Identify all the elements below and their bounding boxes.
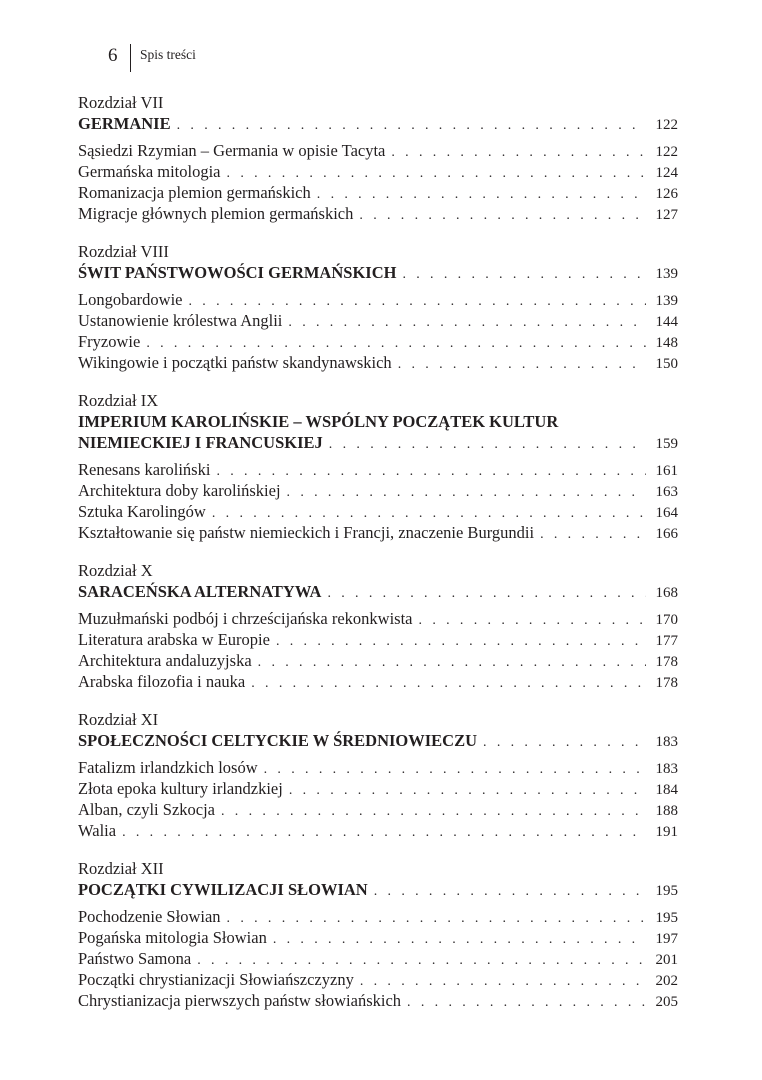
chapter-title-line: IMPERIUM KAROLIŃSKIE – WSPÓLNY POCZĄTEK KULTUR [78, 412, 559, 431]
chapter-page-number: 122 [655, 117, 678, 133]
dot-leader [216, 461, 646, 482]
dot-leader [398, 354, 646, 375]
entry-title: Walia [78, 821, 117, 840]
toc-entry[interactable] [78, 140, 678, 161]
entry-page-number: 122 [655, 144, 678, 160]
entry-page-number: 163 [655, 484, 678, 500]
chapter-section [78, 859, 678, 1011]
entry-title: Architektura andaluzyjska [78, 651, 252, 670]
dot-leader [360, 971, 646, 992]
entry-title: Longobardowie [78, 290, 183, 309]
dot-leader [359, 205, 646, 226]
dot-leader [264, 759, 646, 780]
entry-page-number: 150 [655, 356, 678, 372]
dot-leader [287, 482, 646, 503]
toc-entry[interactable] [78, 906, 678, 927]
entry-title: Sztuka Karolingów [78, 502, 206, 521]
chapter-title-entry[interactable] [78, 262, 678, 283]
dot-leader [317, 184, 646, 205]
dot-leader [258, 652, 646, 673]
toc-entry[interactable] [78, 629, 678, 650]
subsection-list [78, 289, 678, 373]
toc-entry[interactable] [78, 480, 678, 501]
toc-entry[interactable] [78, 289, 678, 310]
dot-leader [122, 822, 646, 843]
toc-entry[interactable] [78, 352, 678, 373]
dot-leader [177, 115, 646, 136]
dot-leader [227, 163, 646, 184]
header-divider [130, 44, 131, 72]
toc-entry[interactable] [78, 608, 678, 629]
chapter-title-entry[interactable] [78, 879, 678, 900]
entry-title: Muzułmański podbój i chrześcijańska rekonkwista [78, 609, 413, 628]
page-number: 6 [108, 45, 118, 66]
dot-leader [146, 333, 646, 354]
entry-title: Państwo Samona [78, 949, 192, 968]
entry-page-number: 139 [655, 293, 678, 309]
entry-page-number: 127 [655, 207, 678, 223]
entry-page-number: 201 [655, 952, 678, 968]
entry-page-number: 170 [655, 612, 678, 628]
entry-page-number: 191 [655, 824, 678, 840]
chapter-title: SPOŁECZNOŚCI CELTYCKIE W ŚREDNIOWIECZU [78, 731, 478, 750]
entry-page-number: 126 [655, 186, 678, 202]
toc-entry[interactable] [78, 969, 678, 990]
toc-entry[interactable] [78, 459, 678, 480]
dot-leader [391, 142, 646, 163]
entry-page-number: 195 [655, 910, 678, 926]
entry-title: Architektura doby karolińskiej [78, 481, 281, 500]
dot-leader [374, 881, 646, 902]
entry-title: Ustanowienie królestwa Anglii [78, 311, 283, 330]
chapter-page-number: 159 [655, 436, 678, 452]
chapter-section [78, 391, 678, 543]
dot-leader [227, 908, 646, 929]
toc-entry[interactable] [78, 650, 678, 671]
entry-page-number: 202 [655, 973, 678, 989]
subsection-list [78, 906, 678, 1011]
running-title: Spis treści [140, 47, 196, 62]
toc-entry[interactable] [78, 990, 678, 1011]
toc-entry[interactable] [78, 927, 678, 948]
dot-leader [276, 631, 646, 652]
toc-entry[interactable] [78, 501, 678, 522]
toc-entry[interactable] [78, 331, 678, 352]
entry-title: Pochodzenie Słowian [78, 907, 221, 926]
dot-leader [540, 524, 646, 545]
chapter-title: SARACEŃSKA ALTERNATYWA [78, 582, 322, 601]
dot-leader [329, 434, 646, 455]
entry-title: Romanizacja plemion germańskich [78, 183, 311, 202]
toc-entry[interactable] [78, 799, 678, 820]
chapter-title-entry[interactable] [78, 581, 678, 602]
chapter-title-entry[interactable] [78, 730, 678, 751]
dot-leader [221, 801, 646, 822]
dot-leader [188, 291, 646, 312]
toc-entry[interactable] [78, 522, 678, 543]
chapter-label: Rozdział XI [78, 710, 159, 729]
chapter-label: Rozdział VIII [78, 242, 169, 261]
dot-leader [407, 992, 646, 1013]
dot-leader [197, 950, 646, 971]
toc-entry[interactable] [78, 948, 678, 969]
entry-page-number: 178 [655, 675, 678, 691]
entry-page-number: 166 [655, 526, 678, 542]
entry-page-number: 177 [655, 633, 678, 649]
entry-page-number: 164 [655, 505, 678, 521]
dot-leader [251, 673, 646, 694]
chapter-label: Rozdział X [78, 561, 153, 580]
subsection-list [78, 608, 678, 692]
chapter-section [78, 242, 678, 373]
chapter-page-number: 139 [655, 266, 678, 282]
chapter-label: Rozdział XII [78, 859, 164, 878]
entry-page-number: 188 [655, 803, 678, 819]
chapter-page-number: 195 [655, 883, 678, 899]
toc-entry[interactable] [78, 310, 678, 331]
subsection-list [78, 757, 678, 841]
entry-title: Migracje głównych plemion germańskich [78, 204, 354, 223]
entry-page-number: 124 [655, 165, 678, 181]
toc-entry[interactable] [78, 778, 678, 799]
entry-page-number: 148 [655, 335, 678, 351]
entry-page-number: 161 [655, 463, 678, 479]
dot-leader [212, 503, 646, 524]
entry-title: Literatura arabska w Europie [78, 630, 270, 649]
toc-entry[interactable] [78, 203, 678, 224]
entry-title: Sąsiedzi Rzymian – Germania w opisie Tacyta [78, 141, 386, 160]
chapter-section [78, 710, 678, 841]
entry-page-number: 144 [655, 314, 678, 330]
dot-leader [483, 732, 646, 753]
entry-title: Pogańska mitologia Słowian [78, 928, 267, 947]
subsection-list [78, 140, 678, 224]
chapter-label: Rozdział IX [78, 391, 159, 410]
entry-title: Złota epoka kultury irlandzkiej [78, 779, 283, 798]
entry-title: Germańska mitologia [78, 162, 221, 181]
chapter-title: POCZĄTKI CYWILIZACJI SŁOWIAN [78, 880, 368, 899]
entry-title: Fatalizm irlandzkich losów [78, 758, 258, 777]
dot-leader [402, 264, 646, 285]
chapter-section [78, 561, 678, 692]
chapter-title-entry[interactable] [78, 432, 678, 453]
chapter-title: GERMANIE [78, 114, 171, 133]
chapter-page-number: 183 [655, 734, 678, 750]
toc-entry[interactable] [78, 161, 678, 182]
entry-page-number: 205 [655, 994, 678, 1010]
chapter-title: NIEMIECKIEJ I FRANCUSKIEJ [78, 433, 323, 452]
entry-page-number: 178 [655, 654, 678, 670]
entry-title: Kształtowanie się państw niemieckich i Francji, znaczenie Burgundii [78, 523, 535, 542]
entry-title: Arabska filozofia i nauka [78, 672, 246, 691]
table-of-contents [78, 93, 678, 1029]
toc-entry[interactable] [78, 820, 678, 841]
chapter-label: Rozdział VII [78, 93, 164, 112]
entry-page-number: 197 [655, 931, 678, 947]
entry-title: Fryzowie [78, 332, 141, 351]
dot-leader [289, 780, 646, 801]
chapter-page-number: 168 [655, 585, 678, 601]
entry-page-number: 184 [655, 782, 678, 798]
entry-title: Początki chrystianizacji Słowiańszczyzny [78, 970, 354, 989]
chapter-title: ŚWIT PAŃSTWOWOŚCI GERMAŃSKICH [78, 263, 397, 282]
chapter-title-entry[interactable] [78, 113, 678, 134]
dot-leader [327, 583, 646, 604]
entry-title: Chrystianizacja pierwszych państw słowiańskich [78, 991, 402, 1010]
entry-title: Alban, czyli Szkocja [78, 800, 215, 819]
dot-leader [273, 929, 646, 950]
dot-leader [419, 610, 646, 631]
chapter-section [78, 93, 678, 224]
toc-entry[interactable] [78, 182, 678, 203]
entry-page-number: 183 [655, 761, 678, 777]
toc-entry[interactable] [78, 671, 678, 692]
toc-entry[interactable] [78, 757, 678, 778]
dot-leader [288, 312, 646, 333]
entry-title: Renesans karoliński [78, 460, 211, 479]
entry-title: Wikingowie i początki państw skandynawskich [78, 353, 392, 372]
subsection-list [78, 459, 678, 543]
